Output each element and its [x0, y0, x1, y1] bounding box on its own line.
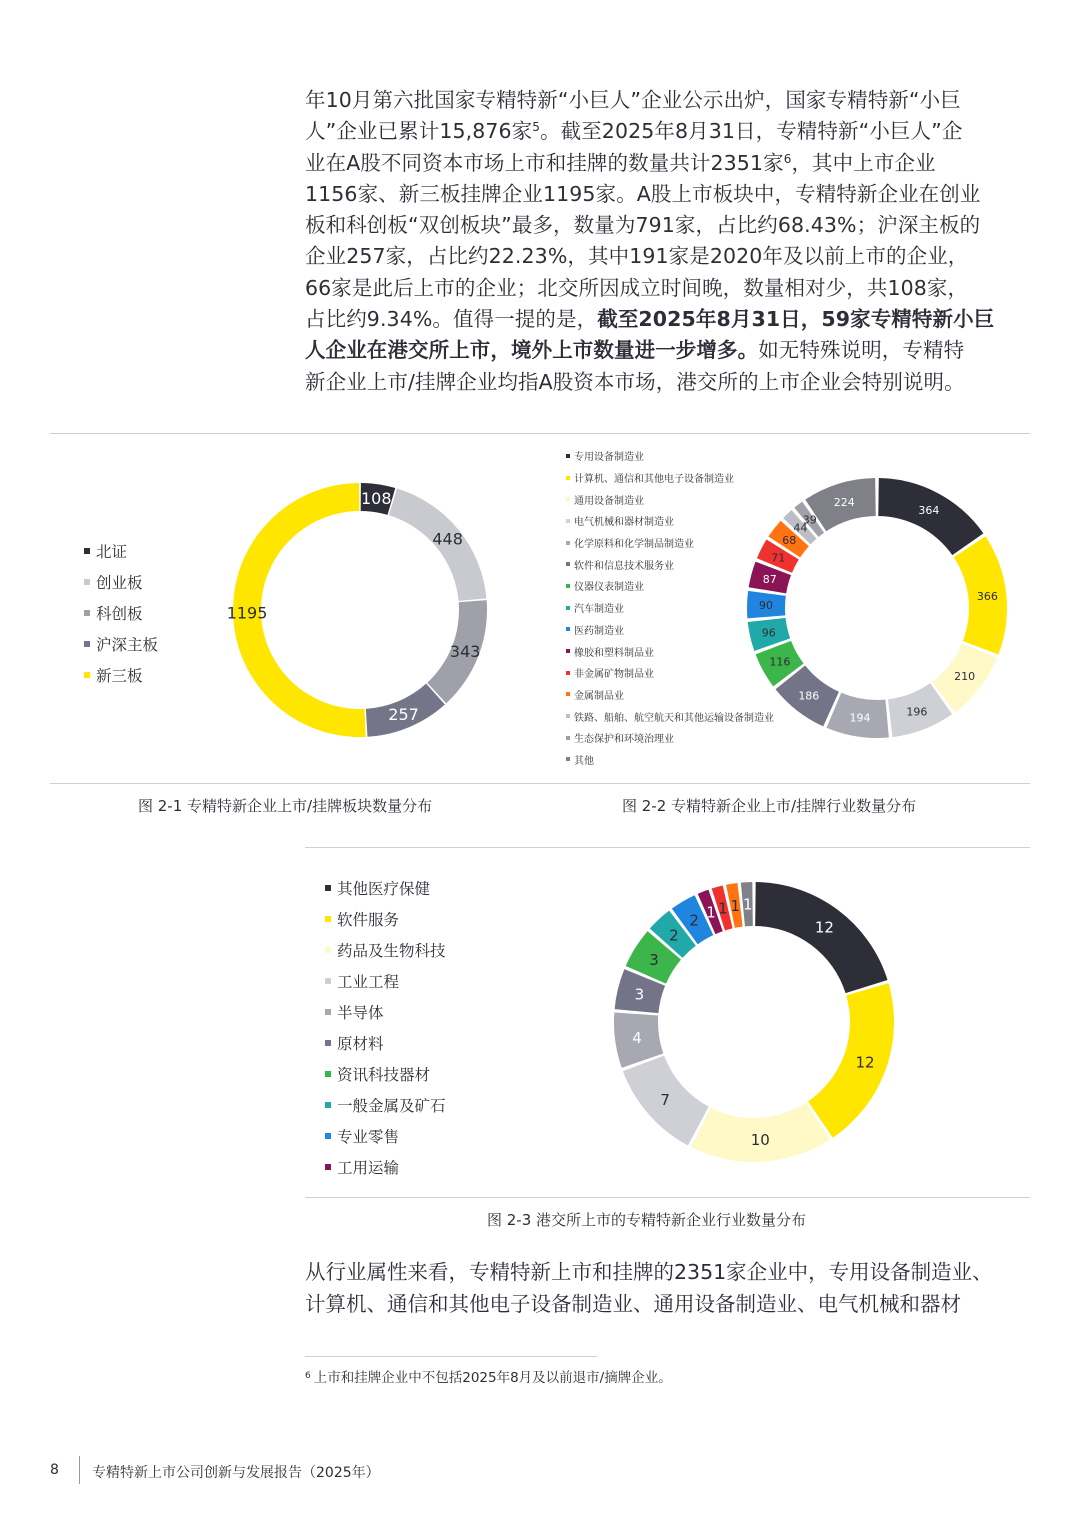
- highlight-text: 人企业在港交所上市，境外上市数量进一步增多。: [305, 338, 759, 363]
- fig3-slice: [755, 882, 887, 993]
- highlight-text: 截至2025年8月31日，59家专精特新小巨: [597, 307, 995, 332]
- fig3-legend-label: 软件服务: [337, 910, 400, 929]
- fig3-legend-swatch: [325, 916, 331, 922]
- fig1-data-label: 343: [449, 641, 481, 661]
- fig2-legend-swatch: [566, 476, 570, 480]
- fig3-data-label: 4: [632, 1029, 642, 1048]
- fig3-legend-swatch: [325, 1071, 331, 1077]
- intro-line: 年10月第六批国家专精特新“小巨人”企业公示出炉，国家专精特新“小巨: [305, 88, 961, 112]
- fig3-legend-label: 工业工程: [337, 972, 400, 991]
- fig1-legend-swatch: [84, 579, 90, 585]
- fig2-data-label: 96: [761, 626, 776, 640]
- fig1-legend-label: 创业板: [96, 573, 143, 592]
- fig2-data-label: 224: [833, 495, 855, 509]
- fig2-data-label: 194: [849, 711, 871, 725]
- report-title: 专精特新上市公司创新与发展报告（2025年）: [92, 1465, 380, 1481]
- fig2-data-label: 196: [906, 705, 928, 719]
- fig1-data-label: 1195: [226, 603, 268, 623]
- fig3-legend-item: [325, 1027, 446, 1058]
- figure-top-rule: [50, 433, 1030, 434]
- fig2-legend-swatch: [566, 497, 570, 501]
- fig1-legend-item: [84, 566, 158, 597]
- fig3-legend-item: [325, 996, 446, 1027]
- fig1-legend-label: 沪深主板: [96, 635, 159, 654]
- fig2-legend-item: [566, 705, 774, 727]
- fig2-legend-item: [566, 467, 774, 489]
- fig2-legend-item: [566, 532, 774, 554]
- fig1-donut-chart: [226, 480, 490, 740]
- fig2-legend-swatch: [566, 562, 570, 566]
- fig3-legend-item: [325, 872, 446, 903]
- figure-bottom-rule: [305, 1197, 1030, 1198]
- intro-line: 1156家、新三板挂牌企业1195家。A股上市板块中，专精特新企业在创业: [305, 181, 981, 206]
- fig2-legend-label: 汽车制造业: [574, 604, 624, 616]
- intro-line: 企业257家，占比约22.23%，其中191家是2020年及以前上市的企业，: [305, 244, 969, 269]
- footnote: [305, 1366, 672, 1386]
- fig2-donut-chart: [745, 476, 1009, 740]
- fig3-legend-item: [325, 903, 446, 934]
- fig2-legend-swatch: [566, 757, 570, 761]
- fig1-data-label: 257: [388, 705, 419, 725]
- fig1-data-label: 108: [360, 488, 392, 508]
- figure-bottom-rule: [50, 783, 1030, 784]
- body-paragraph: [305, 1256, 1035, 1320]
- intro-line: 新企业上市/挂牌企业均指A股资本市场，港交所的上市企业会特别说明。: [305, 369, 965, 394]
- fig2-data-label: 71: [771, 551, 786, 565]
- fig2-legend-item: [566, 662, 774, 684]
- fig3-legend-label: 半导体: [337, 1003, 384, 1022]
- fig2-legend-label: 仪器仪表制造业: [574, 582, 644, 594]
- intro-line: 板和科创板“双创板块”最多，数量为791家，占比约68.43%；沪深主板的: [305, 213, 981, 238]
- fig3-legend-item: [325, 1151, 446, 1182]
- fig2-legend-swatch: [566, 649, 570, 653]
- fig3-data-label: 2: [669, 926, 679, 945]
- fig3-data-label: 2: [689, 911, 699, 930]
- intro-line: 66家是此后上市的企业；北交所因成立时间晚，数量相对少，共108家，: [305, 275, 969, 300]
- fig2-legend-swatch: [566, 454, 570, 458]
- fig2-legend-label: 通用设备制造业: [574, 495, 644, 507]
- fig2-legend-label: 生态保护和环境治理业: [574, 734, 674, 746]
- fig2-legend-item: [566, 488, 774, 510]
- fig3-data-label: 1: [706, 903, 716, 922]
- fig2-legend-label: 其他: [574, 755, 594, 767]
- fig1-legend-item: [84, 535, 158, 566]
- fig3-legend-swatch: [325, 978, 331, 984]
- fig1-legend-label: 科创板: [96, 604, 143, 623]
- fig2-data-label: 364: [918, 503, 940, 517]
- fig1-caption: 图 2-1 专精特新企业上市/挂牌板块数量分布: [138, 797, 433, 815]
- fig2-legend-label: 电气机械和器材制造业: [574, 517, 674, 529]
- fig2-legend-swatch: [566, 736, 570, 740]
- fig1-legend-swatch: [84, 672, 90, 678]
- fig3-legend-label: 专业零售: [337, 1127, 400, 1146]
- fig3-legend-item: [325, 1058, 446, 1089]
- fig3-legend-swatch: [325, 947, 331, 953]
- fig2-legend-label: 橡胶和塑料制品业: [574, 647, 654, 659]
- fig2-legend-swatch: [566, 627, 570, 631]
- fig3-legend-label: 工用运输: [337, 1158, 400, 1177]
- fig3-caption: 图 2-3 港交所上市的专精特新企业行业数量分布: [487, 1211, 807, 1229]
- fig3-data-label: 12: [814, 918, 834, 937]
- intro-line: 业在A股不同资本市场上市和挂牌的数量共计2351家$^6$，其中上市企业: [305, 150, 936, 175]
- footnote-marker: 6: [305, 1371, 311, 1381]
- fig2-legend: [566, 445, 774, 770]
- fig3-legend-item: [325, 1120, 446, 1151]
- fig1-legend-label: 新三板: [96, 666, 143, 685]
- fig3-data-label: 1: [730, 896, 741, 915]
- footnote-text: 上市和挂牌企业中不包括2025年8月及以前退市/摘牌企业。: [313, 1370, 672, 1386]
- fig3-legend-label: 资讯科技器材: [337, 1065, 431, 1084]
- fig2-legend-item: [566, 727, 774, 749]
- fig2-legend-item: [566, 445, 774, 467]
- fig3-legend: [325, 872, 446, 1182]
- fig3-data-label: 7: [660, 1091, 670, 1110]
- intro-line: 占比约9.34%。值得一提的是，截至2025年8月31日，59家专精特新小巨: [305, 307, 995, 332]
- fig2-data-label: 39: [802, 513, 817, 527]
- fig1-legend-swatch: [84, 548, 90, 554]
- figure-top-rule: [305, 847, 1030, 848]
- fig2-data-label: 366: [976, 589, 998, 603]
- intro-paragraph: [305, 85, 1025, 398]
- fig1-legend-swatch: [84, 610, 90, 616]
- fig2-legend-label: 软件和信息技术服务业: [574, 560, 674, 572]
- fig3-data-label: 10: [750, 1131, 770, 1150]
- fig2-data-label: 116: [769, 655, 791, 669]
- fig3-legend-swatch: [325, 1040, 331, 1046]
- fig2-legend-item: [566, 749, 774, 771]
- fig1-legend: [84, 535, 158, 690]
- fig2-legend-item: [566, 619, 774, 641]
- fig3-legend-swatch: [325, 1133, 331, 1139]
- fig2-legend-swatch: [566, 714, 570, 718]
- fig2-legend-swatch: [566, 519, 570, 523]
- fig2-data-label: 44: [793, 521, 808, 535]
- fig3-data-label: 12: [855, 1053, 875, 1072]
- fig3-legend-swatch: [325, 1009, 331, 1015]
- fig2-legend-label: 铁路、船舶、航空航天和其他运输设备制造业: [574, 712, 774, 724]
- fig3-data-label: 1: [742, 895, 753, 914]
- fig2-legend-swatch: [566, 671, 570, 675]
- fig2-legend-item: [566, 640, 774, 662]
- fig3-donut-chart: [610, 878, 898, 1166]
- footnote-ref: 6: [783, 151, 792, 166]
- fig2-data-label: 210: [954, 670, 976, 684]
- fig3-legend-label: 药品及生物科技: [337, 941, 446, 960]
- fig3-legend-label: 一般金属及矿石: [337, 1096, 446, 1115]
- fig2-legend-swatch: [566, 541, 570, 545]
- fig3-data-label: 3: [649, 950, 659, 969]
- fig3-legend-label: 原材料: [337, 1034, 384, 1053]
- fig3-data-label: 3: [634, 985, 645, 1004]
- fig3-slice: [808, 983, 894, 1137]
- fig3-legend-swatch: [325, 1164, 331, 1170]
- fig1-data-label: 448: [432, 529, 463, 549]
- fig2-data-label: 68: [782, 533, 797, 547]
- fig1-legend-swatch: [84, 641, 90, 647]
- fig1-legend-item: [84, 628, 158, 659]
- fig3-legend-swatch: [325, 1102, 331, 1108]
- fig2-legend-swatch: [566, 606, 570, 610]
- fig3-legend-label: 其他医疗保健: [337, 879, 431, 898]
- fig2-legend-item: [566, 684, 774, 706]
- fig2-legend-label: 金属制品业: [574, 690, 624, 702]
- intro-line: 人”企业已累计15,876家$^5$。截至2025年8月31日，专精特新“小巨人”企: [305, 119, 963, 144]
- footer-divider: [79, 1456, 80, 1484]
- fig3-data-label: 1: [718, 899, 728, 918]
- fig2-legend-label: 化学原料和化学制品制造业: [574, 539, 694, 551]
- fig3-legend-swatch: [325, 885, 331, 891]
- fig3-legend-item: [325, 934, 446, 965]
- footnote-ref: 5: [532, 120, 540, 135]
- fig2-legend-item: [566, 575, 774, 597]
- body-line: 从行业属性来看，专精特新上市和挂牌的2351家企业中，专用设备制造业、: [305, 1260, 993, 1284]
- fig2-legend-label: 医药制造业: [574, 625, 624, 637]
- fig2-legend-label: 计算机、通信和其他电子设备制造业: [574, 474, 734, 486]
- fig2-legend-label: 非金属矿物制品业: [574, 669, 654, 681]
- page-number: 8: [50, 1462, 59, 1478]
- fig2-legend-swatch: [566, 692, 570, 696]
- fig3-legend-item: [325, 965, 446, 996]
- fig2-legend-item: [566, 553, 774, 575]
- fig2-data-label: 186: [798, 689, 820, 703]
- footnote-rule: [305, 1356, 597, 1357]
- intro-line: 人企业在港交所上市，境外上市数量进一步增多。如无特殊说明，专精特: [305, 338, 965, 363]
- fig2-data-label: 90: [759, 599, 774, 613]
- fig1-legend-item: [84, 597, 158, 628]
- fig2-caption: 图 2-2 专精特新企业上市/挂牌行业数量分布: [622, 797, 917, 815]
- fig3-legend-item: [325, 1089, 446, 1120]
- fig1-legend-item: [84, 659, 158, 690]
- fig2-legend-item: [566, 597, 774, 619]
- fig1-legend-label: 北证: [96, 542, 128, 561]
- fig2-data-label: 87: [762, 573, 777, 587]
- body-line: 计算机、通信和其他电子设备制造业、通用设备制造业、电气机械和器材: [305, 1292, 961, 1316]
- fig2-legend-item: [566, 510, 774, 532]
- fig2-legend-swatch: [566, 584, 570, 588]
- fig2-legend-label: 专用设备制造业: [574, 452, 644, 464]
